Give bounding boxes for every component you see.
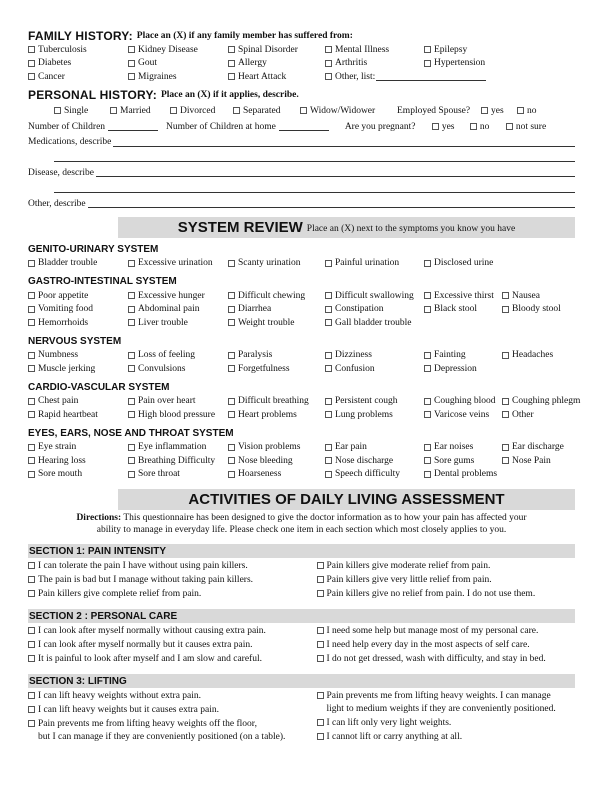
checkbox[interactable] — [128, 306, 135, 313]
checkbox[interactable] — [228, 46, 235, 53]
checkbox[interactable] — [424, 60, 431, 67]
adl-option-text: Pain killers give no relief from pain. I do not use them. — [326, 589, 536, 599]
checkbox[interactable] — [325, 365, 332, 372]
adl-section-heading: SECTION 1: PAIN INTENSITY — [28, 544, 575, 558]
directions-text-2: ability to manage in everyday life. Please check one item in each section which most closely applies to you. — [96, 524, 507, 535]
checkbox[interactable] — [128, 352, 135, 359]
adl-option-text: I can look after myself normally but it causes extra pain. — [38, 640, 253, 650]
adl-option[interactable] — [317, 586, 576, 600]
checkbox[interactable] — [28, 590, 35, 597]
marital-married[interactable]: Married — [110, 106, 170, 116]
adl-option-text-cont: light to medium weights if they are conveniently positioned. — [326, 704, 556, 714]
checkbox[interactable] — [470, 123, 477, 130]
checkbox[interactable] — [325, 260, 332, 267]
personal-history-subtitle: Place an (X) if it applies, describe. — [160, 89, 299, 100]
adl-column-right — [302, 623, 576, 665]
option-chest-pain[interactable]: Chest pain — [28, 396, 128, 406]
adl-option-text: Pain killers give moderate relief from pain. — [326, 561, 491, 571]
option-arthritis[interactable]: Arthritis — [325, 58, 424, 68]
adl-option-text: The pain is bad but I manage without taking pain killers. — [38, 575, 254, 585]
option-bladder-trouble[interactable]: Bladder trouble — [28, 258, 128, 268]
marital-divorced[interactable]: Divorced — [170, 106, 233, 116]
checkbox[interactable] — [502, 306, 509, 313]
intake-form — [28, 28, 581, 743]
option-confusion[interactable]: Confusion — [325, 364, 424, 374]
option-nose-bleeding[interactable]: Nose bleeding — [228, 456, 325, 466]
option-muscle-jerking[interactable]: Muscle jerking — [28, 364, 128, 374]
option-spinal-disorder[interactable]: Spinal Disorder — [228, 45, 325, 55]
adl-option[interactable] — [28, 716, 302, 743]
adl-option[interactable] — [28, 688, 302, 702]
disease-field[interactable] — [96, 168, 575, 177]
medications-field-2[interactable] — [54, 153, 575, 162]
adl-option[interactable] — [28, 623, 302, 637]
option-rapid-heartbeat[interactable]: Rapid heartbeat — [28, 410, 128, 420]
option-other[interactable]: Other — [502, 410, 572, 420]
option-ear-pain[interactable]: Ear pain — [325, 442, 424, 452]
checkbox[interactable] — [502, 292, 509, 299]
checkbox[interactable] — [517, 107, 524, 114]
medications-row — [28, 135, 575, 150]
checkbox[interactable] — [28, 641, 35, 648]
option-sore-gums[interactable]: Sore gums — [424, 456, 502, 466]
option-dizziness[interactable]: Dizziness — [325, 350, 424, 360]
checkbox[interactable] — [424, 306, 431, 313]
directions-label: Directions: — [76, 513, 122, 523]
checkbox[interactable] — [325, 46, 332, 53]
checkbox[interactable] — [128, 319, 135, 326]
checkbox[interactable] — [502, 398, 509, 405]
checkbox[interactable] — [325, 352, 332, 359]
option-liver-trouble[interactable]: Liver trouble — [128, 318, 228, 328]
option-abdominal-pain[interactable]: Abdominal pain — [128, 304, 228, 314]
checkbox[interactable] — [128, 411, 135, 418]
pregnant-not-sure[interactable]: not sure — [506, 122, 546, 132]
employed-yes[interactable]: yes — [481, 106, 517, 116]
system-heading: EYES, EARS, NOSE AND THROAT SYSTEM — [28, 427, 234, 439]
option-epilepsy[interactable]: Epilepsy — [424, 45, 524, 55]
checkbox[interactable] — [228, 444, 235, 451]
option-gout[interactable]: Gout — [128, 58, 228, 68]
adl-option-text: It is painful to look after myself and I am slow and careful. — [38, 654, 262, 664]
checkbox[interactable] — [233, 107, 240, 114]
checkbox[interactable] — [325, 292, 332, 299]
family-history-header — [28, 28, 575, 43]
checkbox[interactable] — [325, 411, 332, 418]
adl-option[interactable] — [317, 715, 576, 729]
option-constipation[interactable]: Constipation — [325, 304, 424, 314]
option-kidney-disease[interactable]: Kidney Disease — [128, 45, 228, 55]
checkbox[interactable] — [28, 352, 35, 359]
checkbox[interactable] — [28, 627, 35, 634]
checkbox[interactable] — [128, 471, 135, 478]
children-label: Number of Children — [28, 121, 106, 132]
family-row — [28, 70, 575, 84]
checkbox[interactable] — [317, 576, 324, 583]
checkbox[interactable] — [128, 457, 135, 464]
symptom-row — [28, 454, 575, 468]
checkbox[interactable] — [128, 260, 135, 267]
checkbox[interactable] — [325, 457, 332, 464]
checkbox[interactable] — [325, 398, 332, 405]
checkbox[interactable] — [128, 292, 135, 299]
symptom-row — [28, 468, 575, 482]
option-difficult-swallowing[interactable]: Difficult swallowing — [325, 291, 424, 301]
checkbox[interactable] — [424, 457, 431, 464]
checkbox[interactable] — [28, 706, 35, 713]
checkbox[interactable] — [28, 655, 35, 662]
disease-label: Disease, describe — [28, 167, 94, 178]
checkbox[interactable] — [28, 365, 35, 372]
symptom-row — [28, 257, 575, 271]
option-ear-discharge[interactable]: Ear discharge — [502, 442, 572, 452]
adl-option[interactable] — [317, 572, 576, 586]
option-varicose-veins[interactable]: Varicose veins — [424, 410, 502, 420]
adl-column-right — [302, 558, 576, 600]
checkbox[interactable] — [28, 398, 35, 405]
checkbox[interactable] — [28, 60, 35, 67]
checkbox[interactable] — [228, 292, 235, 299]
checkbox[interactable] — [28, 457, 35, 464]
checkbox[interactable] — [128, 444, 135, 451]
option-headaches[interactable]: Headaches — [502, 350, 572, 360]
checkbox[interactable] — [317, 562, 324, 569]
option-vision-problems[interactable]: Vision problems — [228, 442, 325, 452]
adl-section-options — [28, 623, 575, 665]
option-sore-throat[interactable]: Sore throat — [128, 469, 228, 479]
option-hearing-loss[interactable]: Hearing loss — [28, 456, 128, 466]
option-difficult-breathing[interactable]: Difficult breathing — [228, 396, 325, 406]
option-hypertension[interactable]: Hypertension — [424, 58, 524, 68]
adl-option-text: Pain prevents me from lifting heavy weights. I can manage — [326, 691, 551, 701]
checkbox[interactable] — [228, 352, 235, 359]
adl-option-text: I can lift heavy weights but it causes extra pain. — [38, 705, 219, 715]
option-weight-trouble[interactable]: Weight trouble — [228, 318, 325, 328]
option-heart-attack[interactable]: Heart Attack — [228, 72, 325, 82]
checkbox[interactable] — [424, 398, 431, 405]
adl-option[interactable] — [317, 623, 576, 637]
adl-option-text: Pain killers give complete relief from pain. — [38, 589, 202, 599]
checkbox[interactable] — [128, 365, 135, 372]
option-high-blood-pressure[interactable]: High blood pressure — [128, 410, 228, 420]
adl-option[interactable] — [28, 702, 302, 716]
adl-column-left — [28, 558, 302, 600]
family-history-title: FAMILY HISTORY: — [28, 28, 133, 43]
checkbox[interactable] — [317, 733, 324, 740]
checkbox[interactable] — [28, 720, 35, 727]
option-diarrhea[interactable]: Diarrhea — [228, 304, 325, 314]
checkbox[interactable] — [300, 107, 307, 114]
option-ear-noises[interactable]: Ear noises — [424, 442, 502, 452]
checkbox[interactable] — [110, 107, 117, 114]
checkbox[interactable] — [128, 46, 135, 53]
checkbox[interactable] — [128, 60, 135, 67]
checkbox[interactable] — [325, 319, 332, 326]
option-convulsions[interactable]: Convulsions — [128, 364, 228, 374]
checkbox[interactable] — [424, 444, 431, 451]
adl-option[interactable] — [28, 651, 302, 665]
pregnant-yes[interactable]: yes — [432, 122, 470, 132]
children-field[interactable] — [108, 122, 158, 131]
option-poor-appetite[interactable]: Poor appetite — [28, 291, 128, 301]
pregnant-label: Are you pregnant? — [344, 121, 416, 132]
checkbox[interactable] — [424, 411, 431, 418]
adl-sections — [28, 544, 575, 743]
option-gall-bladder-trouble[interactable]: Gall bladder trouble — [325, 318, 424, 328]
checkbox[interactable] — [28, 562, 35, 569]
system-review-subtitle: Place an (X) next to the symptoms you know you have — [306, 223, 516, 234]
adl-column-left — [28, 623, 302, 665]
option-excessive-hunger[interactable]: Excessive hunger — [128, 291, 228, 301]
checkbox[interactable] — [170, 107, 177, 114]
checkbox[interactable] — [28, 73, 35, 80]
checkbox[interactable] — [28, 46, 35, 53]
checkbox[interactable] — [28, 260, 35, 267]
other-row — [28, 196, 575, 212]
symptom-row — [28, 395, 581, 409]
disease-row-2 — [28, 181, 575, 196]
adl-option-text: I can lift heavy weights without extra pain. — [38, 691, 202, 701]
adl-option-text: I need help every day in the most aspects of self care. — [326, 640, 530, 650]
adl-option[interactable] — [317, 688, 576, 715]
option-eye-strain[interactable]: Eye strain — [28, 442, 128, 452]
option-black-stool[interactable]: Black stool — [424, 304, 502, 314]
adl-directions — [28, 513, 575, 536]
checkbox[interactable] — [317, 641, 324, 648]
personal-history-header — [28, 87, 575, 103]
checkbox[interactable] — [28, 692, 35, 699]
checkbox[interactable] — [28, 411, 35, 418]
checkbox[interactable] — [54, 107, 61, 114]
checkbox[interactable] — [325, 471, 332, 478]
adl-option[interactable] — [28, 637, 302, 651]
option-paralysis[interactable]: Paralysis — [228, 350, 325, 360]
other-list-field[interactable] — [376, 72, 486, 81]
option-migraines[interactable]: Migraines — [128, 72, 228, 82]
option-nose-discharge[interactable]: Nose discharge — [325, 456, 424, 466]
option-nose-pain[interactable]: Nose Pain — [502, 456, 572, 466]
employed-no[interactable]: no — [517, 106, 537, 116]
checkbox[interactable] — [28, 306, 35, 313]
adl-option-text: I need some help but manage most of my personal care. — [326, 626, 539, 636]
adl-column-right — [302, 688, 576, 743]
option-forgetfulness[interactable]: Forgetfulness — [228, 364, 325, 374]
employed-spouse-label: Employed Spouse? — [397, 105, 471, 116]
checkbox[interactable] — [28, 576, 35, 583]
option-cancer[interactable]: Cancer — [28, 72, 128, 82]
checkbox[interactable] — [325, 73, 332, 80]
checkbox[interactable] — [424, 260, 431, 267]
checkbox[interactable] — [317, 692, 324, 699]
family-row — [28, 57, 575, 71]
checkbox[interactable] — [424, 471, 431, 478]
option-fainting[interactable]: Fainting — [424, 350, 502, 360]
checkbox[interactable] — [228, 471, 235, 478]
checkbox[interactable] — [128, 398, 135, 405]
checkbox[interactable] — [424, 46, 431, 53]
checkbox[interactable] — [424, 365, 431, 372]
option-nausea[interactable]: Nausea — [502, 291, 572, 301]
option-pain-over-heart[interactable]: Pain over heart — [128, 396, 228, 406]
adl-option-text: I can lift only very light weights. — [326, 718, 452, 728]
family-history-subtitle: Place an (X) if any family member has suffered from: — [136, 30, 353, 41]
option-allergy[interactable]: Allergy — [228, 58, 325, 68]
checkbox[interactable] — [481, 107, 488, 114]
checkbox[interactable] — [325, 306, 332, 313]
checkbox[interactable] — [128, 73, 135, 80]
system-heading: NERVOUS SYSTEM — [28, 335, 122, 347]
symptom-row — [28, 289, 575, 303]
option-tuberculosis[interactable]: Tuberculosis — [28, 45, 128, 55]
symptom-row — [28, 303, 575, 317]
option-excessive-thirst[interactable]: Excessive thirst — [424, 291, 502, 301]
option-breathing-difficulty[interactable]: Breathing Difficulty — [128, 456, 228, 466]
adl-option[interactable] — [317, 651, 576, 665]
checkbox[interactable] — [502, 411, 509, 418]
checkbox[interactable] — [317, 719, 324, 726]
adl-option-text: I can look after myself normally without causing extra pain. — [38, 626, 266, 636]
adl-option[interactable] — [317, 729, 576, 743]
checkbox[interactable] — [28, 444, 35, 451]
checkbox[interactable] — [317, 627, 324, 634]
checkbox[interactable] — [228, 319, 235, 326]
checkbox[interactable] — [502, 444, 509, 451]
symptom-row — [28, 441, 575, 455]
adl-option[interactable] — [28, 572, 302, 586]
marital-widow[interactable]: Widow/Widower — [300, 106, 397, 116]
symptom-row — [28, 408, 575, 422]
symptom-row — [28, 362, 575, 376]
checkbox[interactable] — [228, 457, 235, 464]
checkbox[interactable] — [28, 471, 35, 478]
checkbox[interactable] — [325, 444, 332, 451]
option-vomiting-food[interactable]: Vomiting food — [28, 304, 128, 314]
other-field[interactable] — [88, 199, 575, 208]
option-sore-mouth[interactable]: Sore mouth — [28, 469, 128, 479]
option-numbness[interactable]: Numbness — [28, 350, 128, 360]
disease-row — [28, 165, 575, 181]
adl-section-heading: SECTION 3: LIFTING — [28, 674, 575, 688]
checkbox[interactable] — [432, 123, 439, 130]
option-eye-inflammation[interactable]: Eye inflammation — [128, 442, 228, 452]
children-home-label: Number of Children at home — [166, 121, 276, 132]
disease-field-2[interactable] — [54, 184, 575, 193]
option-speech-difficulty[interactable]: Speech difficulty — [325, 469, 424, 479]
adl-option-text: I do not get dressed, wash with difficulty, and stay in bed. — [326, 654, 546, 664]
adl-option-text-cont: but I can manage if they are conveniently positioned (on a table). — [38, 732, 286, 742]
family-history-options — [28, 43, 575, 84]
adl-banner — [118, 489, 575, 510]
system-review-title: SYSTEM REVIEW — [177, 218, 303, 236]
adl-section-options — [28, 558, 575, 600]
checkbox[interactable] — [228, 411, 235, 418]
checkbox[interactable] — [506, 123, 513, 130]
checkbox[interactable] — [502, 457, 509, 464]
option-hemorrhoids[interactable]: Hemorrhoids — [28, 318, 128, 328]
option-disclosed-urine[interactable]: Disclosed urine — [424, 258, 502, 268]
medications-label: Medications, describe — [28, 137, 112, 147]
adl-column-left — [28, 688, 302, 743]
system-heading: CARDIO-VASCULAR SYSTEM — [28, 381, 170, 393]
adl-option[interactable] — [317, 637, 576, 651]
checkbox[interactable] — [228, 260, 235, 267]
option-coughing-phlegm[interactable]: Coughing phlegm — [502, 396, 572, 406]
option-excessive-urination[interactable]: Excessive urination — [128, 258, 228, 268]
marital-single[interactable]: Single — [54, 106, 110, 116]
family-row — [28, 43, 575, 57]
personal-history-title: PERSONAL HISTORY: — [28, 87, 157, 102]
checkbox[interactable] — [228, 398, 235, 405]
adl-option-text: I can tolerate the pain I have without using pain killers. — [38, 561, 248, 571]
pregnant-no[interactable]: no — [470, 122, 506, 132]
adl-option[interactable] — [28, 586, 302, 600]
adl-title: ACTIVITIES OF DAILY LIVING ASSESSMENT — [188, 491, 505, 508]
symptom-row — [28, 316, 575, 330]
medications-field[interactable] — [113, 138, 575, 147]
children-row — [28, 119, 575, 135]
option-coughing-blood[interactable]: Coughing blood — [424, 396, 502, 406]
option-bloody-stool[interactable]: Bloody stool — [502, 304, 572, 314]
marital-separated[interactable]: Separated — [233, 106, 300, 116]
adl-option[interactable] — [317, 558, 576, 572]
checkbox[interactable] — [228, 60, 235, 67]
checkbox[interactable] — [502, 352, 509, 359]
option-scanty-urination[interactable]: Scanty urination — [228, 258, 325, 268]
option-hoarseness[interactable]: Hoarseness — [228, 469, 325, 479]
directions-text: This questionnaire has been designed to give the doctor information as to how your pain has affected your — [123, 513, 527, 523]
option-persistent-cough[interactable]: Persistent cough — [325, 396, 424, 406]
option-lung-problems[interactable]: Lung problems — [325, 410, 424, 420]
children-home-field[interactable] — [279, 122, 329, 131]
system-heading: GASTRO-INTESTINAL SYSTEM — [28, 276, 177, 287]
adl-section-options — [28, 688, 575, 743]
option-heart-problems[interactable]: Heart problems — [228, 410, 325, 420]
checkbox[interactable] — [28, 319, 35, 326]
system-heading: GENITO-URINARY SYSTEM — [28, 243, 159, 255]
medications-row-2 — [28, 150, 575, 165]
adl-option-text: I cannot lift or carry anything at all. — [326, 732, 463, 742]
adl-option[interactable] — [28, 558, 302, 572]
symptom-row — [28, 349, 575, 363]
other-label: Other, describe — [28, 198, 86, 209]
option-depression[interactable]: Depression — [424, 364, 502, 374]
marital-status-row — [28, 103, 575, 119]
system-review-list — [28, 243, 581, 482]
checkbox[interactable] — [228, 73, 235, 80]
option-loss-of-feeling[interactable]: Loss of feeling — [128, 350, 228, 360]
checkbox[interactable] — [28, 292, 35, 299]
option-mental-illness[interactable]: Mental Illness — [325, 45, 424, 55]
checkbox[interactable] — [317, 655, 324, 662]
checkbox[interactable] — [317, 590, 324, 597]
checkbox[interactable] — [228, 306, 235, 313]
option-difficult-chewing[interactable]: Difficult chewing — [228, 291, 325, 301]
adl-option-text: Pain prevents me from lifting heavy weights off the floor, — [38, 719, 257, 729]
adl-option-text: Pain killers give very little relief from pain. — [326, 575, 492, 585]
option-other-list[interactable]: Other, list: — [325, 72, 424, 82]
checkbox[interactable] — [325, 60, 332, 67]
checkbox[interactable] — [424, 352, 431, 359]
option-painful-urination[interactable]: Painful urination — [325, 258, 424, 268]
option-dental-problems[interactable]: Dental problems — [424, 469, 502, 479]
option-diabetes[interactable]: Diabetes — [28, 58, 128, 68]
checkbox[interactable] — [228, 365, 235, 372]
checkbox[interactable] — [424, 292, 431, 299]
system-review-banner — [118, 217, 575, 238]
adl-section-heading: SECTION 2 : PERSONAL CARE — [28, 609, 575, 623]
